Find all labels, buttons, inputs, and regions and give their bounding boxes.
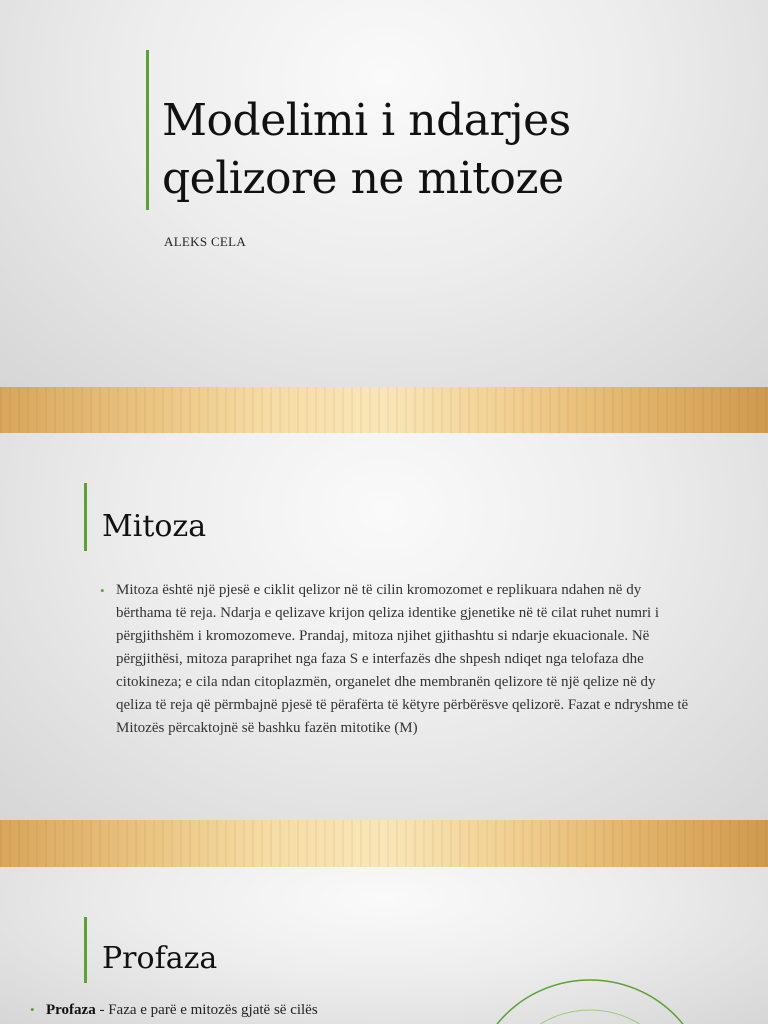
bullet-list — [100, 579, 690, 740]
title-line-2: qelizore ne mitoze — [162, 153, 564, 204]
bullet-text: - Faza e parë e mitozës gjatë së cilës — [95, 1002, 318, 1018]
bullet-text: Mitoza është një pjesë e ciklit qelizor në të cilin kromozomet e replikuara ndahen në dy bërthama të reja. Ndarja e qelizave krijon qeliza identike gjenetike në të cilat ruhet numri i përgjithshëm i kromozomeve. Prandaj, mitoza njihet gjithashtu si ndarje ekuacionale. Në përgjithësi, mitoza paraprihet nga faza S e interfazës dhe shpesh ndiqet nga telofaza dhe citokineza; e cila ndan citoplazmën, organelet dhe membranën qelizore të një qelize në dy qeliza të reja që përmbajnë pjesë të përafërta të këtyre përbërësve qelizorë. Fazat e ndryshme të Mitozës përcaktojnë së bashku fazën mitotike (M) — [116, 582, 689, 736]
slide-heading: Mitoza — [102, 509, 207, 544]
slide-title — [0, 0, 768, 387]
heading-accent-bar — [84, 917, 87, 983]
cell-diagram-icon — [440, 975, 768, 1024]
slide-heading: Profaza — [102, 941, 218, 976]
author-name: ALEKS CELA — [164, 234, 247, 249]
wood-divider — [0, 387, 768, 433]
bullet-icon: • — [100, 583, 105, 598]
title-accent-bar — [146, 50, 149, 210]
slide-mitoza — [0, 433, 768, 820]
bullet-item — [30, 999, 450, 1021]
bullet-term: Profaza — [46, 1002, 96, 1018]
heading-accent-bar — [84, 483, 87, 551]
presentation-title — [162, 92, 722, 208]
slide-profaza — [0, 867, 768, 1024]
title-line-1: Modelimi i ndarjes — [162, 95, 571, 146]
bullet-icon: • — [30, 1002, 35, 1017]
bullet-list — [30, 999, 450, 1021]
wood-divider — [0, 820, 768, 867]
bullet-item — [100, 579, 690, 740]
